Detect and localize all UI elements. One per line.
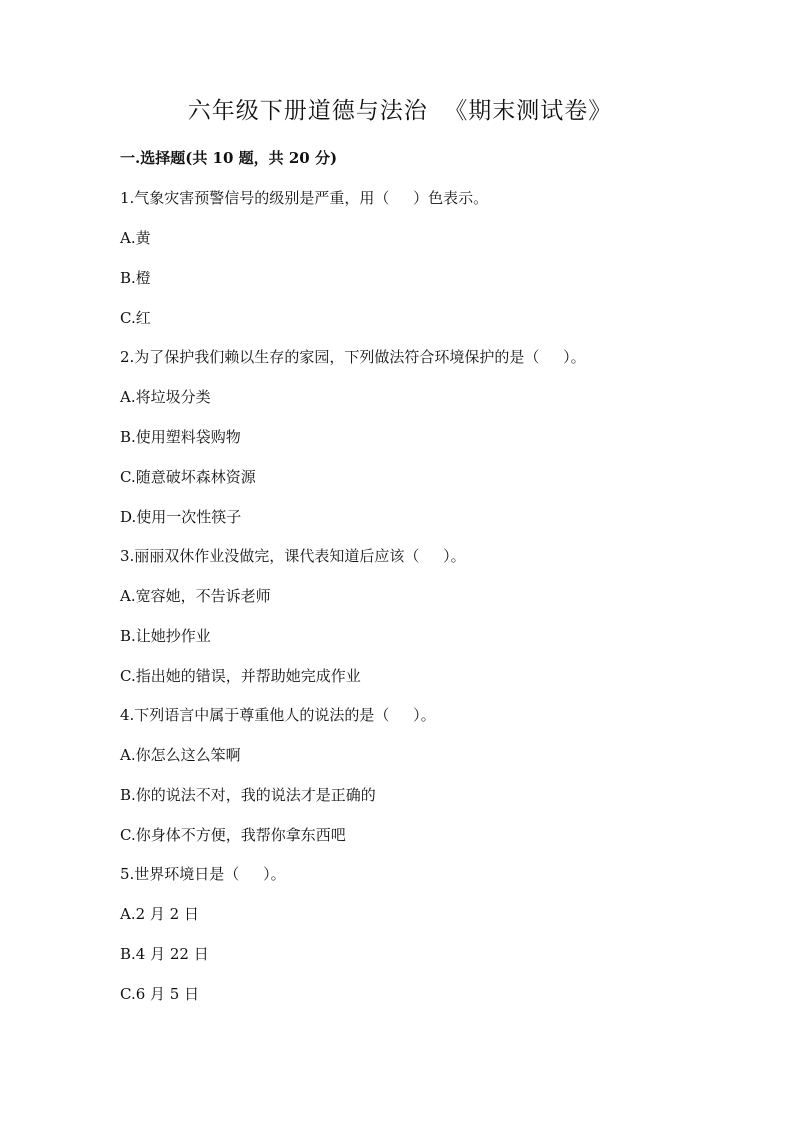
question-5-option-a: A.2 月 2 日 [120,905,199,923]
question-2-stem: 2.为了保护我们赖以生存的家园，下列做法符合环境保护的是（ ）。 [120,348,586,366]
question-4-option-c: C.你身体不方便，我帮你拿东西吧 [120,826,346,844]
question-2-option-c: C.随意破坏森林资源 [120,468,256,486]
question-1-stem: 1.气象灾害预警信号的级别是严重，用（ ）色表示。 [120,189,489,207]
question-5-option-b: B.4 月 22 日 [120,945,209,963]
question-4-stem: 4.下列语言中属于尊重他人的说法的是（ ）。 [120,706,436,724]
question-3-option-a: A.宽容她，不告诉老师 [120,587,271,605]
question-3-stem: 3.丽丽双休作业没做完，课代表知道后应该（ ）。 [120,547,466,565]
question-2-option-d: D.使用一次性筷子 [120,508,242,526]
question-2-option-b: B.使用塑料袋购物 [120,428,241,446]
question-5-stem: 5.世界环境日是（ ）。 [120,865,286,883]
question-1-option-c: C.红 [120,309,151,327]
question-3-option-c: C.指出她的错误，并帮助她完成作业 [120,667,361,685]
question-5-option-c: C.6 月 5 日 [120,985,200,1003]
question-1-option-b: B.橙 [120,269,151,287]
question-4-option-a: A.你怎么这么笨啊 [120,746,241,764]
question-4-option-b: B.你的说法不对，我的说法才是正确的 [120,786,376,804]
question-1-option-a: A.黄 [120,229,151,247]
question-3-option-b: B.让她抄作业 [120,627,211,645]
page-title: 六年级下册道德与法治 《期末测试卷》 [187,98,613,124]
question-2-option-a: A.将垃圾分类 [120,388,211,406]
section-heading: 一.选择题(共 10 题，共 20 分) [120,149,338,167]
